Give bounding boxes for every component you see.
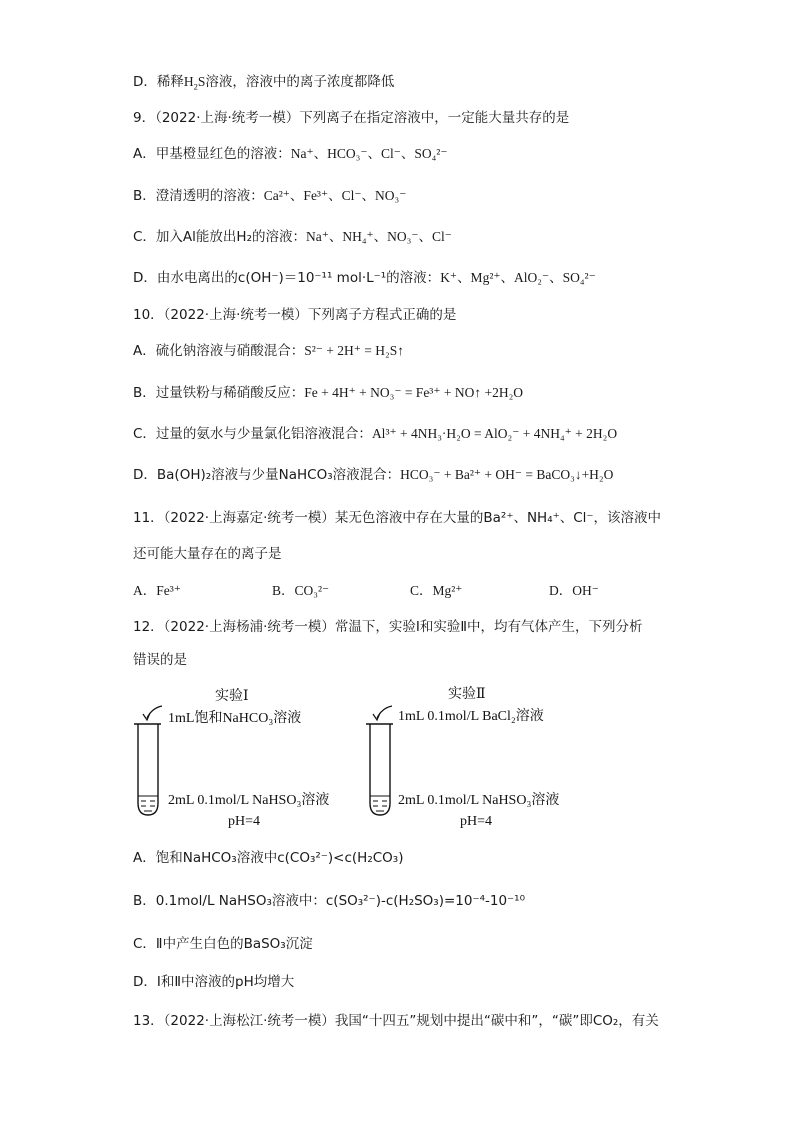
exp1-ph: pH=4 (228, 814, 261, 829)
q9-optb-label: B．澄清透明的溶液： (133, 188, 264, 204)
q13-stem-line1: 13．（2022·上海松江·统考一模）我国“十四五”规划中提出“碳中和”，“碳”即CO₂，有关 (133, 1013, 659, 1029)
q9-optc-label: C．加入Al能放出H₂的溶液： (133, 229, 306, 245)
exp1-bottom-label: 2mL 0.1mol/L NaHSO₃溶液 (168, 793, 330, 808)
q12-stem-line1: 12．（2022·上海杨浦·统考一模）常温下，实验Ⅰ和实验Ⅱ中，均有气体产生，下列分析 (133, 619, 643, 635)
q12-stem-line2: 错误的是 (133, 652, 187, 668)
q11-option-b: B．CO₃²⁻ (272, 583, 330, 598)
exp1-test-tube (134, 724, 161, 815)
q10-optc-eq: Al³⁺ + 4NH₃·H₂O = AlO₂⁻ + 4NH₄⁺ + 2H₂O (371, 426, 618, 441)
exp2-ph: pH=4 (460, 814, 493, 829)
q12-option-b: B．0.1mol/L NaHSO₃溶液中：c(SO₃²⁻)-c(H₂SO₃)=10⁻⁴-10⁻¹⁰ (133, 893, 526, 909)
q9-optb-ions: Ca²⁺、Fe³⁺、Cl⁻、NO₃⁻ (263, 188, 407, 203)
q8-optd-sub: 2 (193, 81, 198, 92)
exp2-arrowhead (373, 713, 380, 720)
q12-option-d: D．Ⅰ和Ⅱ中溶液的pH均增大 (133, 974, 295, 990)
q12-option-a: A．饱和NaHCO₃溶液中c(CO₃²⁻)<c(H₂CO₃) (133, 850, 404, 866)
q10-optb-label: B．过量铁粉与稀硝酸反应： (133, 385, 305, 401)
q11-option-c: C．Mg²⁺ (410, 583, 463, 598)
q10-optb-eq: Fe + 4H⁺ + NO₃⁻ = Fe³⁺ + NO↑ +2H₂O (304, 385, 524, 400)
exp1-arrowhead (143, 713, 150, 720)
q10-opta-eq: S²⁻ + 2H⁺ = H₂S↑ (304, 343, 404, 358)
q12-option-c: C．Ⅱ中产生白色的BaSO₃沉淀 (133, 936, 313, 952)
exp2-bottom-label: 2mL 0.1mol/L NaHSO₃溶液 (398, 793, 560, 808)
exp1-top-label: 1mL饱和NaHCO₃溶液 (168, 711, 302, 726)
q10-opta-label: A．硫化钠溶液与硝酸混合： (133, 343, 305, 359)
q10-stem: 10．（2022·上海·统考一模）下列离子方程式正确的是 (133, 307, 457, 323)
q10-optd-eq: HCO₃⁻ + Ba²⁺ + OH⁻ = BaCO₃↓+H₂O (400, 467, 614, 482)
exp1-liquid (138, 796, 158, 811)
q9-optc-ions: Na⁺、NH₄⁺、NO₃⁻、Cl⁻ (305, 229, 452, 244)
q10-optd-label: D．Ba(OH)₂溶液与少量NaHCO₃溶液混合： (133, 467, 401, 483)
q8-optd-h: H (183, 74, 194, 89)
exp2-title: 实验Ⅱ (448, 687, 486, 702)
q9-optd-label: D．由水电离出的c(OH⁻)＝10⁻¹¹ mol·L⁻¹的溶液： (133, 270, 441, 286)
q11-option-d: D．OH⁻ (549, 583, 599, 598)
q9-optd-ions: K⁺、Mg²⁺、AlO₂⁻、SO₄²⁻ (440, 270, 596, 285)
q9-stem: 9．（2022·上海·统考一模）下列离子在指定溶液中，一定能大量共存的是 (133, 110, 570, 126)
q8-optd-prefix: D．稀释 (133, 74, 184, 90)
exp2-liquid (370, 796, 390, 811)
q10-optc-label: C．过量的氨水与少量氯化铝溶液混合： (133, 426, 372, 442)
q11-stem-line2: 还可能大量存在的离子是 (133, 546, 282, 562)
q11-stem-line1: 11．（2022·上海嘉定·统考一模）某无色溶液中存在大量的Ba²⁺、NH₄⁺、Cl⁻，该溶液中 (133, 510, 662, 526)
q11-option-a: A．Fe³⁺ (133, 583, 181, 598)
exp1-title: 实验Ⅰ (215, 689, 249, 704)
q9-opta-ions: Na⁺、HCO₃⁻、Cl⁻、SO₄²⁻ (290, 146, 448, 161)
q8-optd-suffix: 溶液，溶液中的离子浓度都降低 (205, 74, 395, 90)
exp2-test-tube (366, 724, 393, 815)
exp2-top-label: 1mL 0.1mol/L BaCl₂溶液 (398, 709, 544, 724)
q9-opta-label: A．甲基橙显红色的溶液： (133, 146, 291, 162)
q8-optd-s: S (197, 74, 206, 89)
